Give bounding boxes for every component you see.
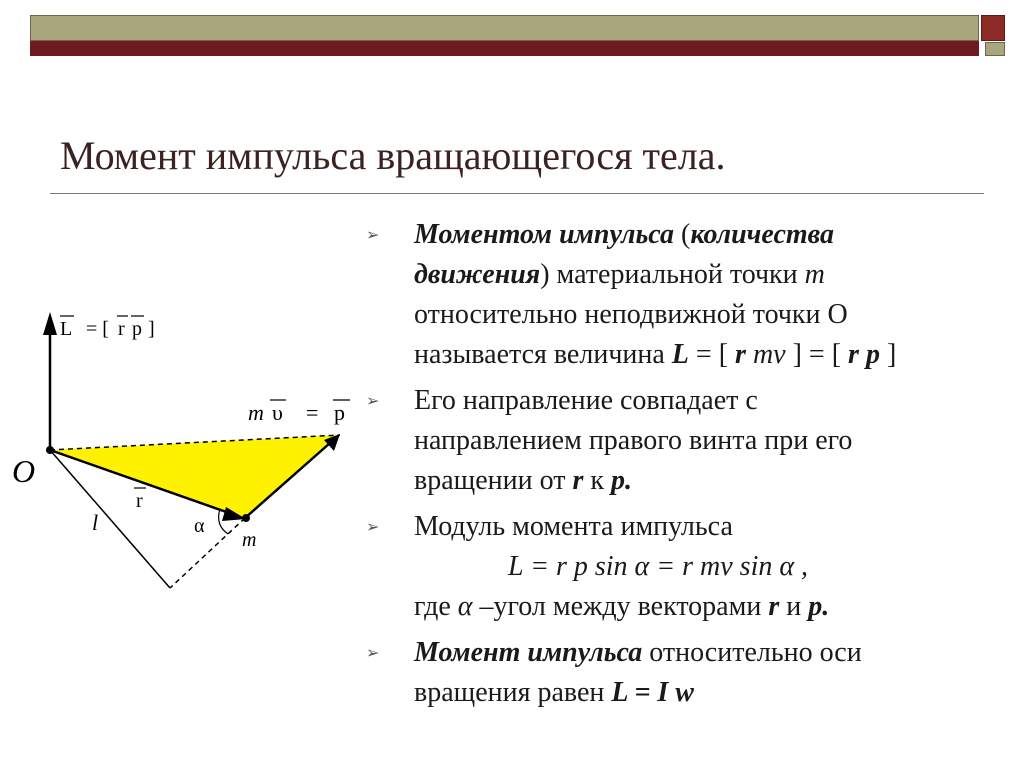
- label-L-eq: = [: [86, 318, 109, 340]
- bullet-arrow-icon: ➢: [366, 225, 380, 244]
- vector-L-head: [43, 312, 57, 335]
- text-run: и: [779, 591, 809, 622]
- text-run: m: [804, 259, 825, 290]
- text-run: r: [735, 339, 746, 370]
- text-run: r: [768, 591, 780, 622]
- text-run: ]: [879, 339, 897, 370]
- text-run: r: [572, 465, 584, 496]
- bullet-line: [414, 673, 1016, 713]
- text-run: ] = [: [785, 339, 849, 370]
- text-run: L = I w: [611, 677, 694, 708]
- title-divider: [50, 193, 984, 194]
- label-eq-mv: =: [306, 400, 319, 425]
- text-run: p.: [808, 591, 830, 622]
- bullet-line: [414, 295, 1016, 335]
- text-run: Модуль момента импульса: [414, 511, 733, 542]
- label-m-bottom: m: [242, 529, 257, 551]
- text-run: называется величина: [414, 339, 672, 370]
- text-run: α: [457, 591, 473, 622]
- text-run: –угол между векторами: [472, 591, 769, 622]
- text-run: (: [673, 219, 691, 250]
- label-L: L: [60, 318, 73, 340]
- bullet-item: [366, 507, 1016, 627]
- bullet-line: [414, 335, 1016, 375]
- bullet-line: [414, 507, 1016, 547]
- text-run: L: [671, 339, 689, 370]
- header-corner-olive: [985, 42, 1005, 56]
- bullet-arrow-icon: ➢: [366, 391, 380, 410]
- label-m-top: m: [248, 400, 264, 425]
- point-m: [242, 514, 250, 522]
- bullet-line: [414, 547, 1016, 587]
- text-run: направлением правого винта при его: [414, 425, 853, 456]
- text-run: p.: [610, 465, 632, 496]
- text-run: вращения равен: [414, 677, 612, 708]
- label-p2: p: [334, 400, 345, 425]
- text-run: к: [583, 465, 611, 496]
- bullet-list: [366, 215, 1016, 719]
- label-l: l: [92, 510, 99, 535]
- bullet-item: [366, 215, 1016, 375]
- label-L-p: p: [132, 318, 142, 340]
- slide-title: Момент импульса вращающегося тела.: [60, 133, 726, 178]
- bullet-line: [414, 381, 1016, 421]
- text-run: движения: [414, 259, 541, 290]
- bullet-arrow-icon: ➢: [366, 517, 380, 536]
- label-O: O: [12, 453, 36, 489]
- bullet-line: [414, 633, 1016, 673]
- text-run: Момент импульса: [414, 637, 643, 668]
- bullet-line: [414, 461, 1016, 501]
- label-alpha: α: [194, 515, 205, 537]
- label-L-close: ]: [148, 318, 155, 340]
- text-run: относительно оси: [642, 637, 862, 668]
- header-bar-olive: [30, 15, 979, 41]
- bullet-line: [414, 215, 1016, 255]
- text-run: количества: [690, 219, 834, 250]
- bullet-line: [414, 255, 1016, 295]
- header-bar-red: [30, 41, 979, 56]
- text-run: L = r p sin α = r mv sin α ,: [508, 551, 809, 582]
- header-corner-red: [981, 15, 1005, 41]
- text-run: вращении от: [414, 465, 573, 496]
- text-run: = [: [688, 339, 736, 370]
- text-run: Моментом импульса: [414, 219, 674, 250]
- text-run: относительно неподвижной точки О: [414, 299, 848, 330]
- text-run: Его направление совпадает с: [414, 385, 758, 416]
- text-run: ) материальной точки: [540, 259, 805, 290]
- label-r2: r: [136, 490, 143, 512]
- text-run: r p: [848, 339, 880, 370]
- bullet-line: [414, 587, 1016, 627]
- dashed-extension: [170, 518, 245, 588]
- point-O: [46, 446, 54, 454]
- angular-momentum-diagram: [0, 295, 380, 615]
- label-L-r: r: [118, 318, 125, 340]
- bullet-arrow-icon: ➢: [366, 643, 380, 662]
- text-run: где: [414, 591, 458, 622]
- label-v: υ: [272, 400, 283, 425]
- text-run: mv: [745, 339, 786, 370]
- bullet-line: [414, 421, 1016, 461]
- bullet-item: [366, 381, 1016, 501]
- bullet-item: [366, 633, 1016, 713]
- momentum-triangle: [50, 435, 340, 518]
